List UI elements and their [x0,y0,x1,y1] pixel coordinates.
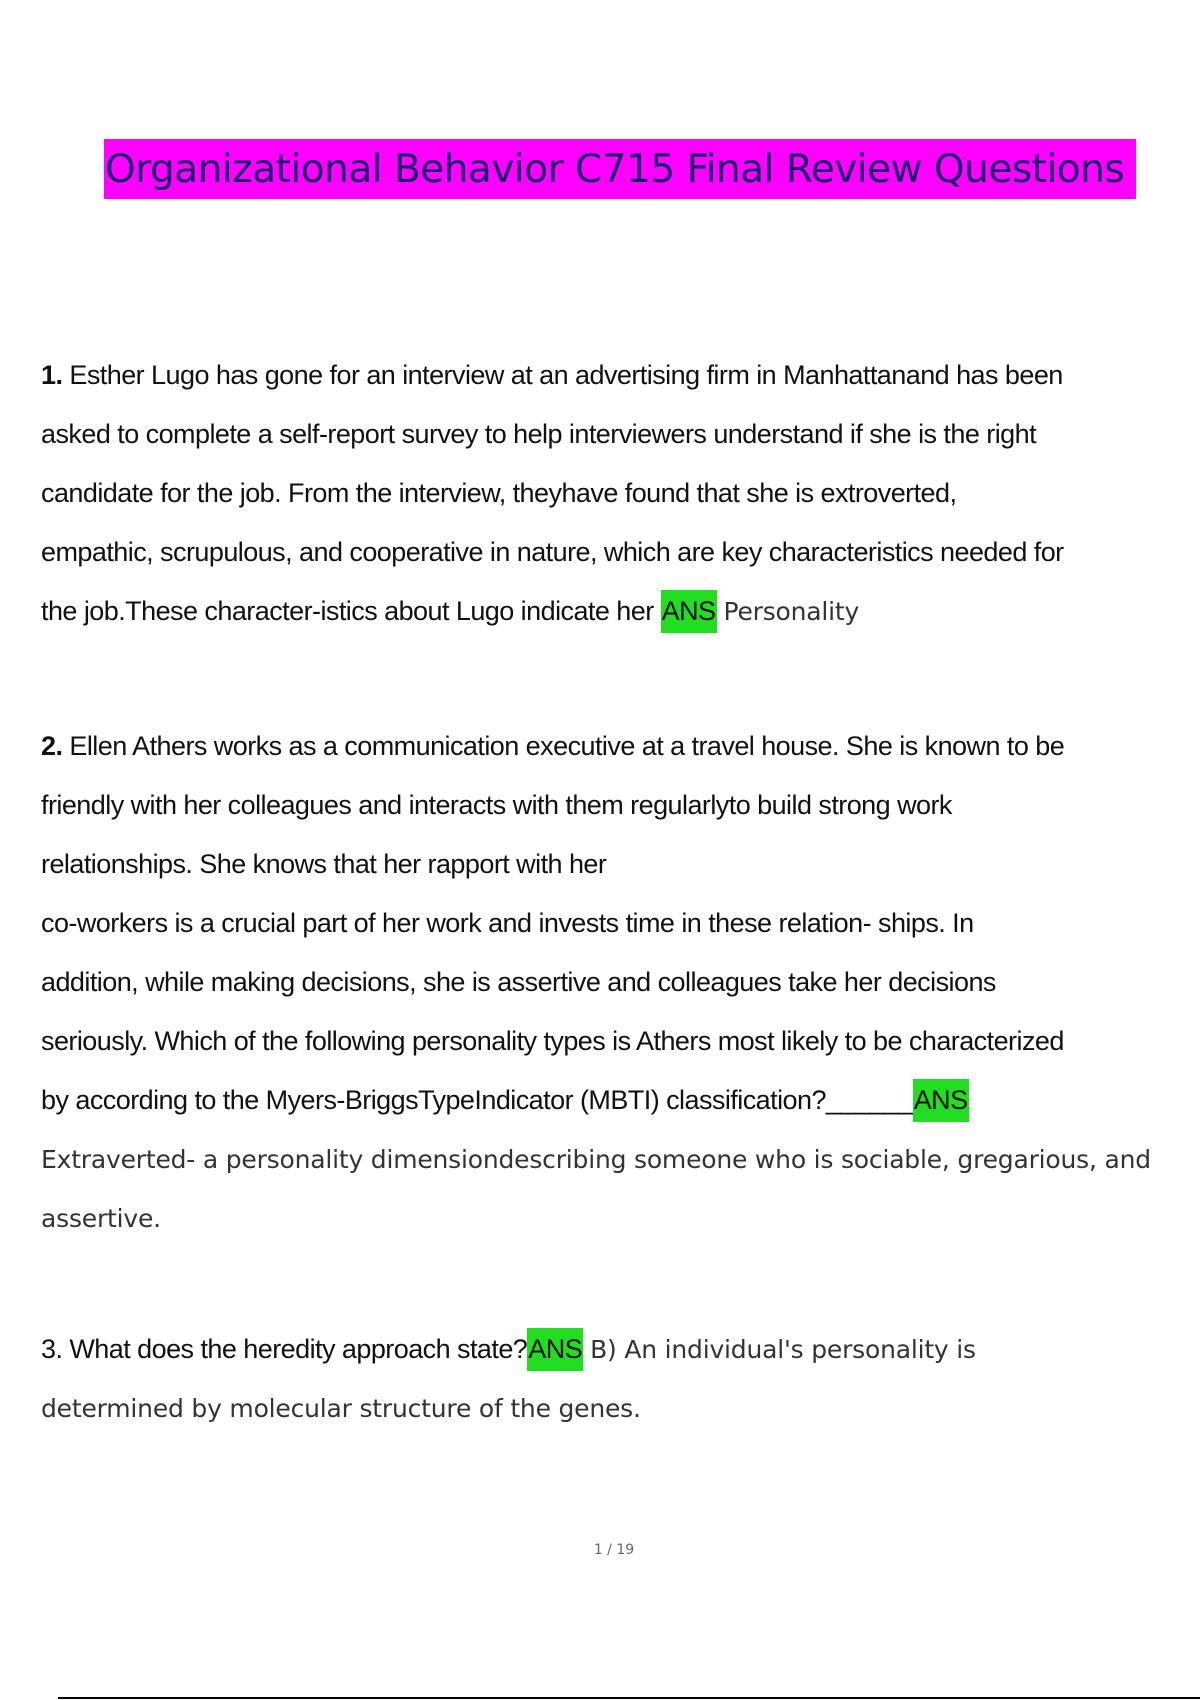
question-2-line-6: seriously. Which of the following personality types is Athers most likely to be characterized [41,1026,1064,1056]
question-3-number: 3. [41,1334,63,1364]
ans-label: ANS [527,1328,583,1371]
question-1 [41,346,1191,641]
question-2-line-2: friendly with her colleagues and interacts with them regularlyto build strong work [41,790,952,820]
question-3 [41,1320,1191,1438]
question-1-line-4: empathic, scrupulous, and cooperative in nature, which are key characteristics needed for [41,537,1064,567]
ans-label: ANS [661,590,717,633]
question-1-line-3: candidate for the job. From the interview, theyhave found that she is extroverted, [41,478,957,508]
question-2-answer-line-1: Extraverted- a personality dimensiondescribing someone who is sociable, gregarious, and [41,1145,1151,1174]
document-title: Organizational Behavior C715 Final Review Questions [105,146,1125,192]
question-3-answer-inline: B) An individual's personality is [590,1335,976,1364]
question-2-line-7: by according to the Myers-BriggsTypeIndicator (MBTI) classification?______ANS [41,1071,1191,1130]
question-1-line-2: asked to complete a self-report survey to help interviewers understand if she is the right [41,419,1037,449]
question-2-line-3: relationships. She knows that her rapport with her [41,849,607,879]
question-1-answer: Personality [723,597,860,626]
title-highlight [104,139,1136,199]
question-2-line-5: addition, while making decisions, she is assertive and colleagues take her decisions [41,967,996,997]
question-3-answer-line-1: determined by molecular structure of the genes. [41,1394,641,1423]
page-indicator: 1 / 19 [593,1542,635,1558]
question-1-line-1: 1. Esther Lugo has gone for an interview at an advertising firm in Manhattanand has been [41,360,1063,390]
question-1-number: 1. [41,360,63,390]
question-3-line-1: 3. What does the heredity approach state?ANS B) An individual's personality is [41,1320,1191,1379]
question-1-line-5: the job.These character-istics about Lugo indicate her ANS Personality [41,582,1191,641]
question-2-answer-line-2: assertive. [41,1204,161,1233]
question-2-line-1: 2. Ellen Athers works as a communication executive at a travel house. She is known to be [41,731,1065,761]
question-2-line-4: co-workers is a crucial part of her work and invests time in these relation- ships. In [41,908,974,938]
question-2-number: 2. [41,731,63,761]
page-bottom-divider [58,1697,1200,1699]
question-2 [41,717,1191,1248]
ans-label: ANS [913,1079,969,1122]
